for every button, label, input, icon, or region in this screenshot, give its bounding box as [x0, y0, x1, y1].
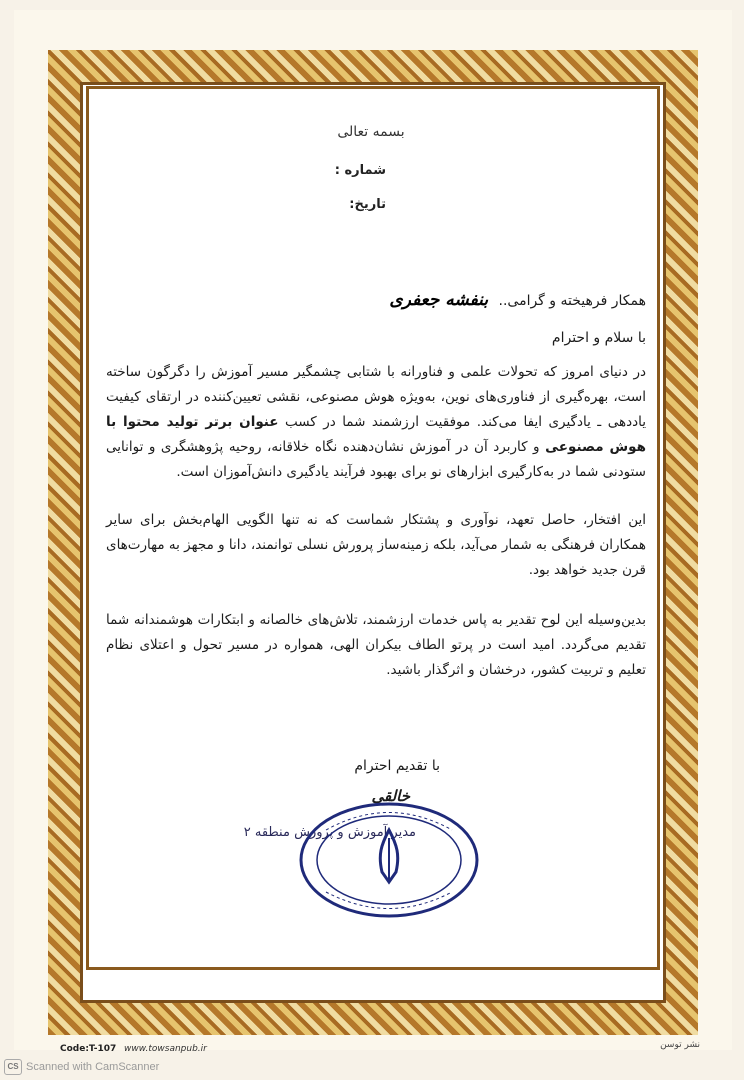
- publisher-brand: نشر توسن: [660, 1040, 700, 1050]
- camscanner-watermark: [4, 1058, 159, 1076]
- recipient-name: بنفشه جعفری: [389, 290, 489, 310]
- camscanner-logo-icon: CS: [4, 1059, 22, 1075]
- salutation: با سلام و احترام: [551, 330, 646, 346]
- official-stamp: [296, 800, 482, 920]
- footer-url: www.towsanpub.ir: [124, 1044, 207, 1054]
- paragraph-2: این افتخار، حاصل تعهد، نوآوری و پشتکار شماست که نه تنها الگویی الهام‌بخش برای سایر همکاران فرهنگی به شمار می‌آید، بلکه زمینه‌ساز پرورش نسلی توانمند، دانا و مجهز به مهارت‌های قرن جدید خواهد بود.: [106, 512, 646, 578]
- paragraph-1-start: در دنیای امروز که تحولات علمی و فناورانه با شتابی چشمگیر مسیر آموزش را دگرگون ساخته است، بهره‌گیری از فناوری‌های نوین، به‌ویژه هوش مصنوعی، نقشی تعیین‌کننده در ارتقای کیفیت یاددهی ـ یادگیری ایفا می‌کند. موفقیت ارزشمند شما در کسب: [106, 364, 646, 430]
- camscanner-text: Scanned with CamScanner: [26, 1061, 160, 1073]
- award-title: عنوان برتر تولید محتوا با هوش مصنوعی: [106, 414, 646, 455]
- closing-line: با تقدیم احترام: [354, 758, 440, 774]
- greeting-line: [389, 288, 646, 314]
- signature-name: خالقی: [371, 787, 410, 805]
- signature-title: مدیر آموزش و پرورش منطقه ۲: [243, 825, 416, 840]
- greeting-prefix: همکار فرهیخته و گرامی..: [498, 293, 646, 309]
- emblem-icon: [380, 830, 398, 882]
- date-label: تاریخ:: [349, 197, 386, 212]
- basmala-heading: بسمه تعالی: [337, 124, 405, 140]
- paragraph-1-end: و کاربرد آن در آموزش نشان‌دهنده نگاه خلاقانه، روحیه پژوهشگری و توانایی ستودنی شما در به‌کارگیری ابزارهای نو برای بهبود فرآیند یادگیری دانش‌آموزان است.: [106, 439, 646, 480]
- paragraph-1: [106, 360, 646, 485]
- number-label: شماره :: [334, 163, 386, 178]
- footer-code: Code:T-107: [60, 1044, 117, 1054]
- paragraph-3: بدین‌وسیله این لوح تقدیر به پاس خدمات ارزشمند، تلاش‌های خالصانه و ابتکارات هوشمندانه شما تقدیم می‌گردد. امید است در پرتو الطاف بیکران الهی، همواره در مسیر تحول و اعتلای نظام تعلیم و تربیت کشور، درخشان و اثرگذار باشید.: [106, 612, 646, 678]
